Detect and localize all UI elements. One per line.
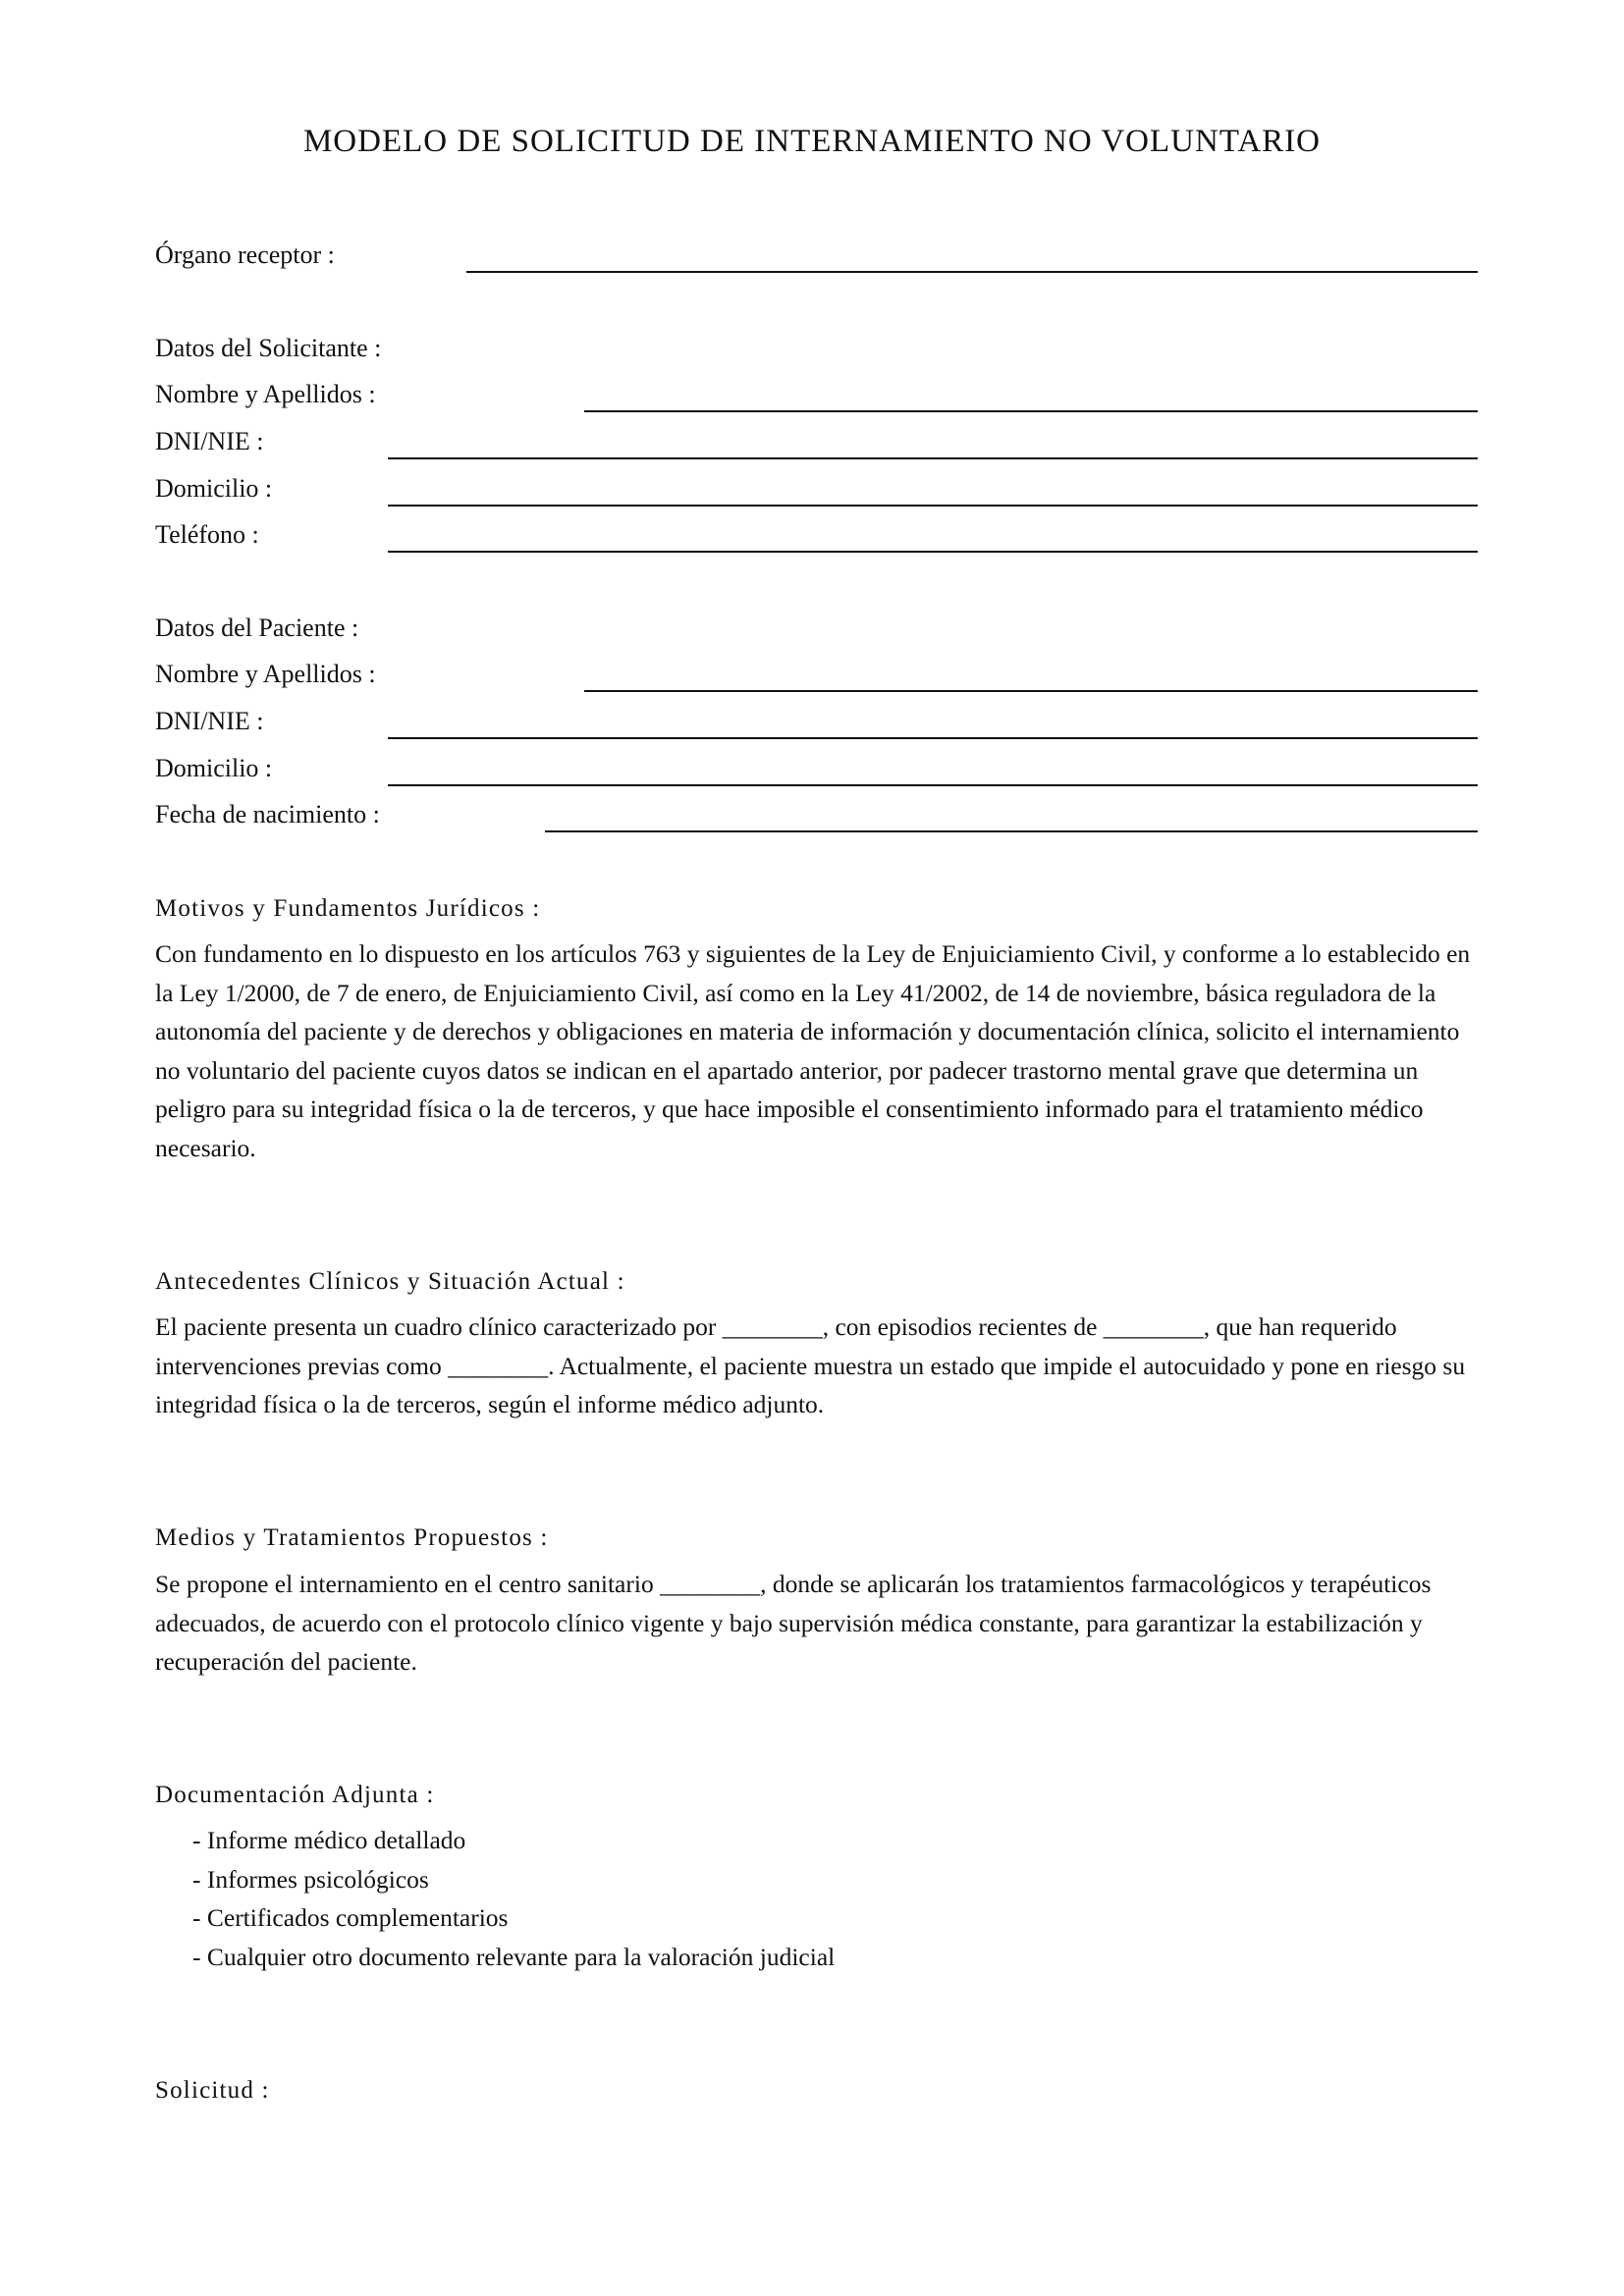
- documentacion-heading: Documentación Adjunta :: [155, 1782, 435, 1808]
- motivos-paragraph: [155, 934, 1483, 1167]
- antecedentes-heading: Antecedentes Clínicos y Situación Actual :: [155, 1268, 625, 1295]
- solicitante-domicilio-field[interactable]: [388, 505, 1478, 507]
- paciente-heading: Datos del Paciente :: [155, 614, 359, 642]
- solicitante-domicilio-label: Domicilio :: [155, 474, 273, 503]
- organo-receptor-field[interactable]: [466, 271, 1478, 273]
- list-item: - Informes psicológicos: [192, 1864, 429, 1894]
- medios-text: Se propone el internamiento en el centro sanitario ________, donde se aplicarán los tratamientos farmacológicos y terapéuticos adecuados, de acuerdo con el protocolo clínico vigente y bajo supervisión médica constante, para garantizar la estabilización y recuperación del paciente.: [155, 1570, 1432, 1676]
- paciente-nombre-label: Nombre y Apellidos :: [155, 660, 376, 688]
- paciente-domicilio-field[interactable]: [388, 784, 1478, 786]
- list-item: - Informe médico detallado: [192, 1826, 466, 1854]
- list-item: - Certificados complementarios: [192, 1903, 509, 1932]
- motivos-text: Con fundamento en lo dispuesto en los artículos 763 y siguientes de la Ley de Enjuiciamiento Civil, y conforme a lo establecido en la Ley 1/2000, de 7 de enero, de Enjuiciamiento Civil, así como en la Ley 41/2002, de 14 de noviembre, básica reguladora de la autonomía del paciente y de derechos y obligaciones en materia de información y documentación clínica, solicito el internamiento no voluntario del paciente cuyos datos se indican en el apartado anterior, por padecer trastorno mental grave que determina un peligro para su integridad física o la de terceros, y que hace imposible el consentimiento informado para el tratamiento médico necesario.: [155, 939, 1471, 1162]
- solicitante-nombre-label: Nombre y Apellidos :: [155, 380, 376, 408]
- list-item: - Cualquier otro documento relevante para la valoración judicial: [192, 1942, 836, 1971]
- paciente-fecha-label: Fecha de nacimiento :: [155, 800, 380, 828]
- paciente-dni-field[interactable]: [388, 737, 1478, 739]
- solicitante-telefono-field[interactable]: [388, 551, 1478, 553]
- solicitud-heading: Solicitud :: [155, 2077, 270, 2104]
- antecedentes-paragraph: [155, 1308, 1483, 1424]
- paciente-nombre-field[interactable]: [584, 690, 1478, 692]
- medios-paragraph: [155, 1565, 1483, 1682]
- paciente-fecha-field[interactable]: [545, 830, 1478, 832]
- solicitante-heading: Datos del Solicitante :: [155, 334, 382, 362]
- solicitante-dni-label: DNI/NIE :: [155, 427, 264, 455]
- paciente-domicilio-label: Domicilio :: [155, 754, 273, 782]
- paciente-dni-label: DNI/NIE :: [155, 707, 264, 735]
- motivos-heading: Motivos y Fundamentos Jurídicos :: [155, 895, 541, 922]
- documentacion-list: [192, 1821, 835, 1976]
- organo-receptor-label: Órgano receptor :: [155, 240, 335, 269]
- document-title: MODELO DE SOLICITUD DE INTERNAMIENTO NO VOLUNTARIO: [302, 124, 1322, 159]
- medios-heading: Medios y Tratamientos Propuestos :: [155, 1524, 549, 1551]
- solicitante-dni-field[interactable]: [388, 457, 1478, 459]
- solicitante-telefono-label: Teléfono :: [155, 520, 259, 549]
- solicitante-nombre-field[interactable]: [584, 410, 1478, 412]
- antecedentes-text: El paciente presenta un cuadro clínico caracterizado por ________, con episodios recientes de ________, que han requerido intervenciones previas como ________. Actualmente, el paciente muestra un estado que impide el autocuidado y pone en riesgo su integridad física o la de terceros, según el informe médico adjunto.: [155, 1312, 1466, 1418]
